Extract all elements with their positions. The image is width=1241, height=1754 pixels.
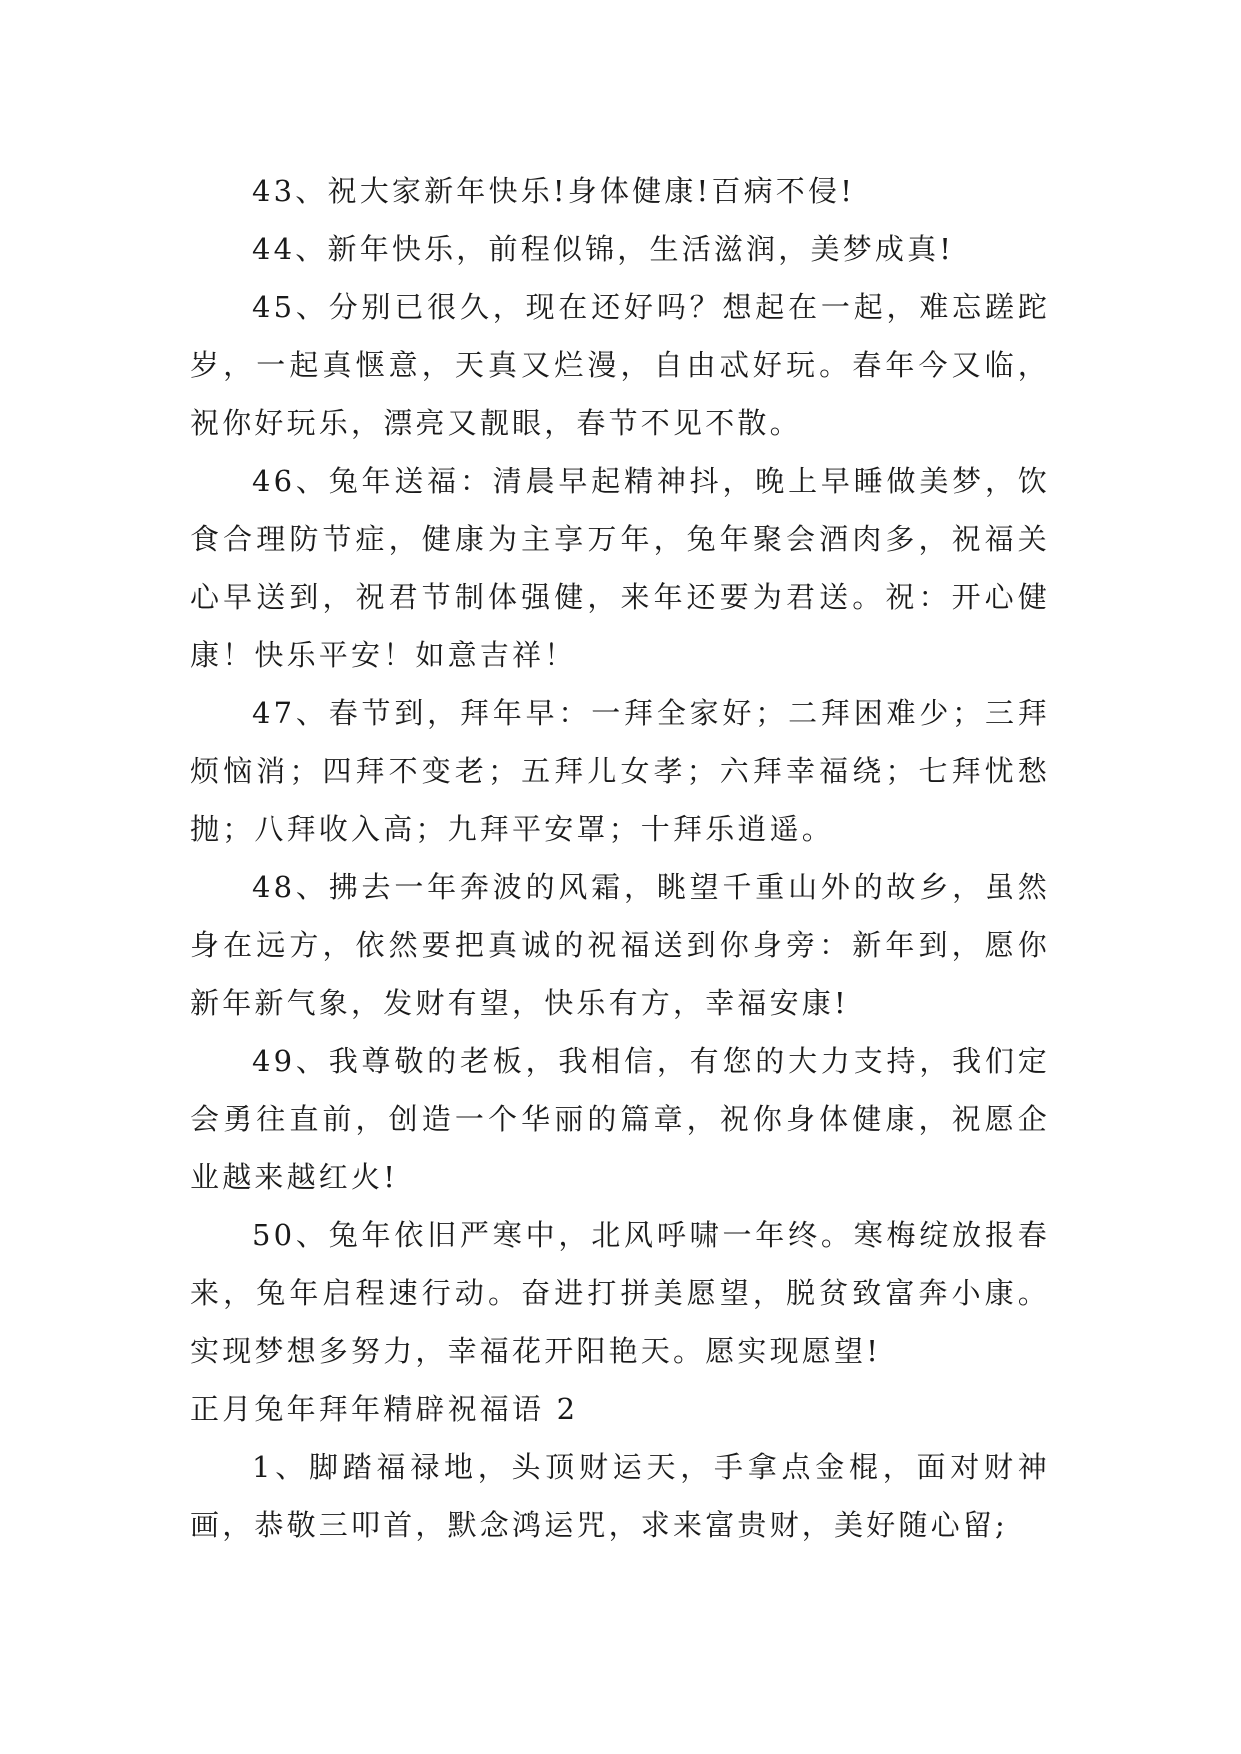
document-body bbox=[190, 162, 1050, 1554]
section-heading: 正月兔年拜年精辟祝福语 2 bbox=[190, 1392, 579, 1426]
paragraph-50: 50、兔年依旧严寒中，北风呼啸一年终。寒梅绽放报春来，兔年启程速行动。奋进打拼美愿望，脱贫致富奔小康。实现梦想多努力，幸福花开阳艳天。愿实现愿望! bbox=[190, 1218, 1050, 1368]
paragraph-1: 1、脚踏福禄地，头顶财运天，手拿点金棍，面对财神画，恭敬三叩首，默念鸿运咒，求来富贵财，美好随心留; bbox=[190, 1450, 1050, 1542]
paragraph-45: 45、分别已很久，现在还好吗？想起在一起，难忘蹉跎岁，一起真惬意，天真又烂漫，自由忒好玩。春年今又临，祝你好玩乐，漂亮又靓眼，春节不见不散。 bbox=[190, 290, 1050, 440]
paragraph-43: 43、祝大家新年快乐!身体健康!百病不侵! bbox=[252, 174, 856, 208]
paragraph-44: 44、新年快乐，前程似锦，生活滋润，美梦成真! bbox=[252, 232, 955, 266]
paragraph-46: 46、兔年送福：清晨早起精神抖，晚上早睡做美梦，饮食合理防节症，健康为主享万年，兔年聚会酒肉多，祝福关心早送到，祝君节制体强健，来年还要为君送。祝：开心健康！快乐平安！如意吉祥！ bbox=[190, 464, 1050, 672]
paragraph-47: 47、春节到，拜年早：一拜全家好；二拜困难少；三拜烦恼消；四拜不变老；五拜儿女孝；六拜幸福绕；七拜忧愁抛；八拜收入高；九拜平安罩；十拜乐逍遥。 bbox=[190, 696, 1050, 846]
paragraph-48: 48、拂去一年奔波的风霜，眺望千重山外的故乡，虽然身在远方，依然要把真诚的祝福送到你身旁：新年到，愿你新年新气象，发财有望，快乐有方，幸福安康! bbox=[190, 870, 1050, 1020]
paragraph-49: 49、我尊敬的老板，我相信，有您的大力支持，我们定会勇往直前，创造一个华丽的篇章，祝你身体健康，祝愿企业越来越红火! bbox=[190, 1044, 1050, 1194]
